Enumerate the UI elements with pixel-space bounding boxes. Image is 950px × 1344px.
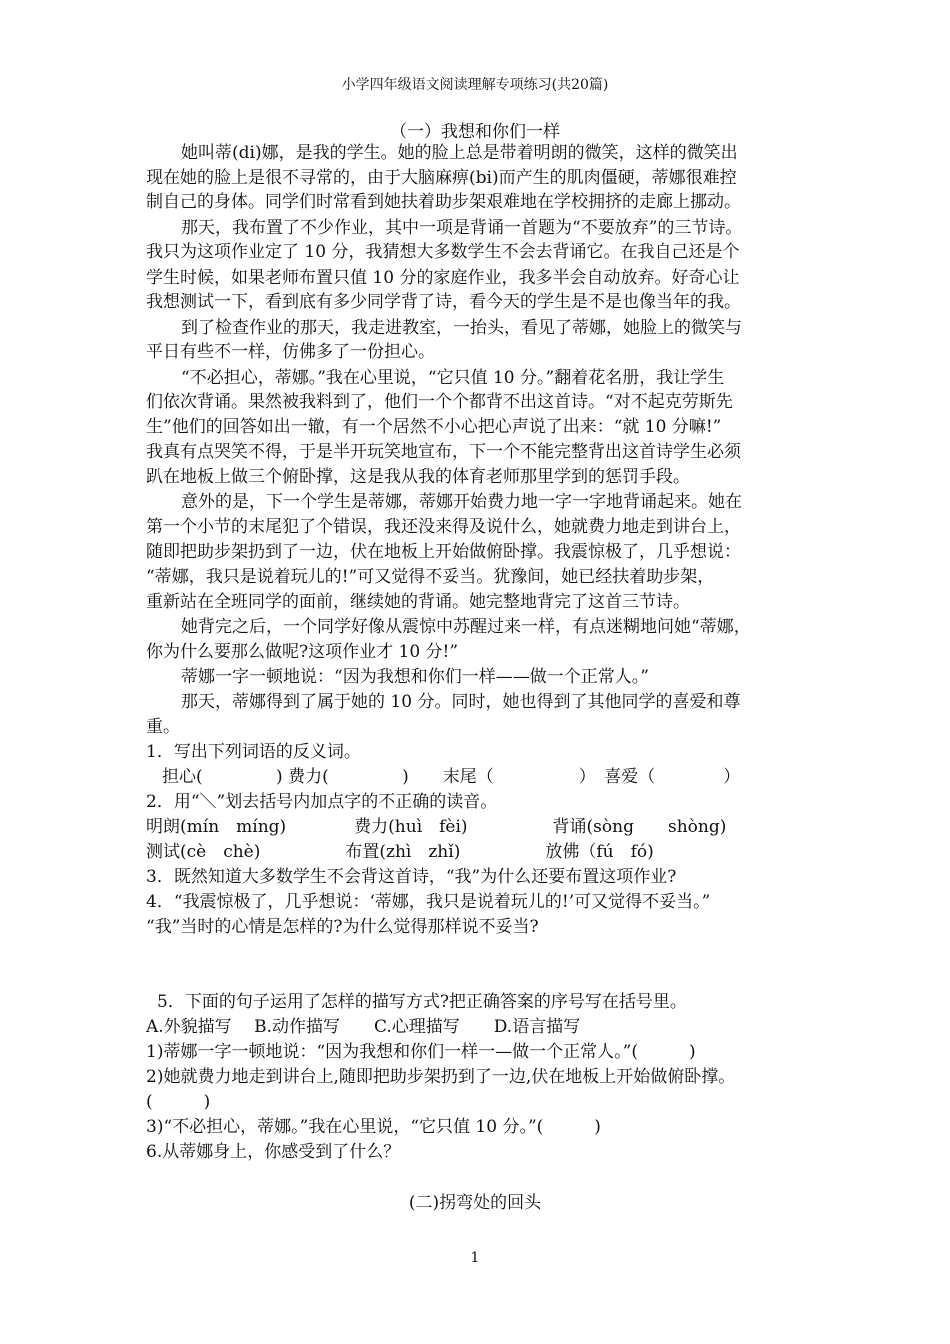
question-5-item-2-blank: ( )	[146, 1092, 211, 1112]
passage-line: 生”他们的回答如出一辙，有一个居然不小心把心声说了出来：“就 10 分嘛!”	[146, 417, 722, 437]
passage-line: 趴在地板上做三个俯卧撑，这是我从我的体育老师那里学到的惩罚手段。	[146, 467, 690, 487]
question-5-item-3: 3)“不必担心，蒂娜。”我在心里说，“它只值 10 分。”( )	[146, 1117, 601, 1137]
section1-title: （一）我想和你们一样	[390, 122, 560, 142]
passage-line: 重。	[146, 717, 180, 737]
passage-line: 蒂娜一字一顿地说：“因为我想和你们一样——做一个正常人。”	[181, 667, 649, 687]
question-4-continued: “我”当时的心情是怎样的?为什么觉得那样说不妥当?	[146, 917, 539, 937]
passage-line: “蒂娜，我只是说着玩儿的!”可又觉得不妥当。犹豫间，她已经扶着助步架，	[146, 567, 715, 587]
passage-line: 那天，蒂娜得到了属于她的 10 分。同时，她也得到了其他同学的喜爱和尊	[181, 692, 741, 712]
passage-line: 那天，我布置了不少作业，其中一项是背诵一首题为“不要放弃”的三节诗。	[181, 218, 743, 238]
question-1: 1．写出下列词语的反义词。	[146, 742, 361, 762]
passage-line: 制自己的身体。同学们时常看到她扶着助步架艰难地在学校拥挤的走廊上挪动。	[146, 192, 741, 212]
question-1-blanks: 担心( ) 费力( ) 末尾（ ） 喜爱（ ）	[162, 767, 741, 787]
passage-line: 重新站在全班同学的面前，继续她的背诵。她完整地背完了这首三节诗。	[146, 592, 690, 612]
section2-title: (二)拐弯处的回头	[408, 1193, 542, 1213]
page-header: 小学四年级语文阅读理解专项练习(共20篇)	[341, 77, 609, 93]
question-6: 6.从蒂娜身上，你感受到了什么？	[146, 1142, 401, 1162]
passage-line: 我想测试一下，看到底有多少同学背了诗，看今天的学生是不是也像当年的我。	[146, 292, 741, 312]
passage-line: 意外的是，下一个学生是蒂娜，蒂娜开始费力地一字一字地背诵起来。她在	[181, 492, 742, 512]
passage-line: 我只为这项作业定了 10 分，我猜想大多数学生不会去背诵它。在我自己还是个	[146, 242, 740, 262]
question-2: 2．用“＼”划去括号内加点字的不正确的读音。	[146, 792, 498, 812]
question-5-item-2: 2)她就费力地走到讲台上,随即把助步架扔到了一边,伏在地板上开始做俯卧撑。	[146, 1067, 736, 1087]
question-5: 5．下面的句子运用了怎样的描写方式?把正确答案的序号写在括号里。	[157, 992, 687, 1012]
passage-line: 现在她的脸上是很不寻常的，由于大脑麻痹(bi)而产生的肌肉僵硬，蒂娜很难控	[146, 168, 737, 188]
passage-line: 学生时候，如果老师布置只值 10 分的家庭作业，我多半会自动放弃。好奇心让	[146, 268, 740, 288]
question-4: 4．“我震惊极了，几乎想说：‘蒂娜，我只是说着玩儿的!’可又觉得不妥当。”	[146, 892, 711, 912]
passage-line: 她叫蒂(di)娜，是我的学生。她的脸上总是带着明朗的微笑，这样的微笑出	[181, 143, 738, 163]
passage-line: “不必担心，蒂娜。”我在心里说，“它只值 10 分。”翻着花名册，我让学生	[181, 368, 725, 388]
passage-line: 们依次背诵。果然被我料到了，他们一个个都背不出这首诗。“对不起克劳斯先	[146, 392, 733, 412]
question-3: 3．既然知道大多数学生不会背这首诗，“我”为什么还要布置这项作业?	[146, 867, 677, 887]
question-2-row-1: 明朗(mín míng) 费力(huì fèi) 背诵(sòng shòng)	[146, 817, 727, 837]
passage-line: 平日有些不一样，仿佛多了一份担心。	[146, 342, 435, 362]
page-number: 1	[470, 1250, 480, 1266]
question-2-row-2: 测试(cè chè) 布置(zhì zhǐ) 放佛（fú fó)	[146, 842, 654, 862]
passage-line: 我真有点哭笑不得，于是半开玩笑地宣布，下一个不能完整背出这首诗学生必须	[146, 442, 741, 462]
passage-line: 她背完之后，一个同学好像从震惊中苏醒过来一样，有点迷糊地问她“蒂娜，	[181, 617, 751, 637]
question-5-item-1: 1)蒂娜一字一顿地说：“因为我想和你们一样一—做一个正常人。”( )	[146, 1042, 696, 1062]
passage-line: 随即把助步架扔到了一边，伏在地板上开始做俯卧撑。我震惊极了，几乎想说：	[146, 542, 741, 562]
passage-line: 你为什么要那么做呢?这项作业才 10 分!”	[146, 642, 459, 662]
passage-line: 到了检查作业的那天，我走进教室，一抬头，看见了蒂娜，她脸上的微笑与	[181, 318, 742, 338]
question-5-options: A.外貌描写 B.动作描写 C.心理描写 D.语言描写	[146, 1017, 581, 1037]
passage-line: 第一个小节的末尾犯了个错误，我还没来得及说什么，她就费力地走到讲台上，	[146, 517, 741, 537]
